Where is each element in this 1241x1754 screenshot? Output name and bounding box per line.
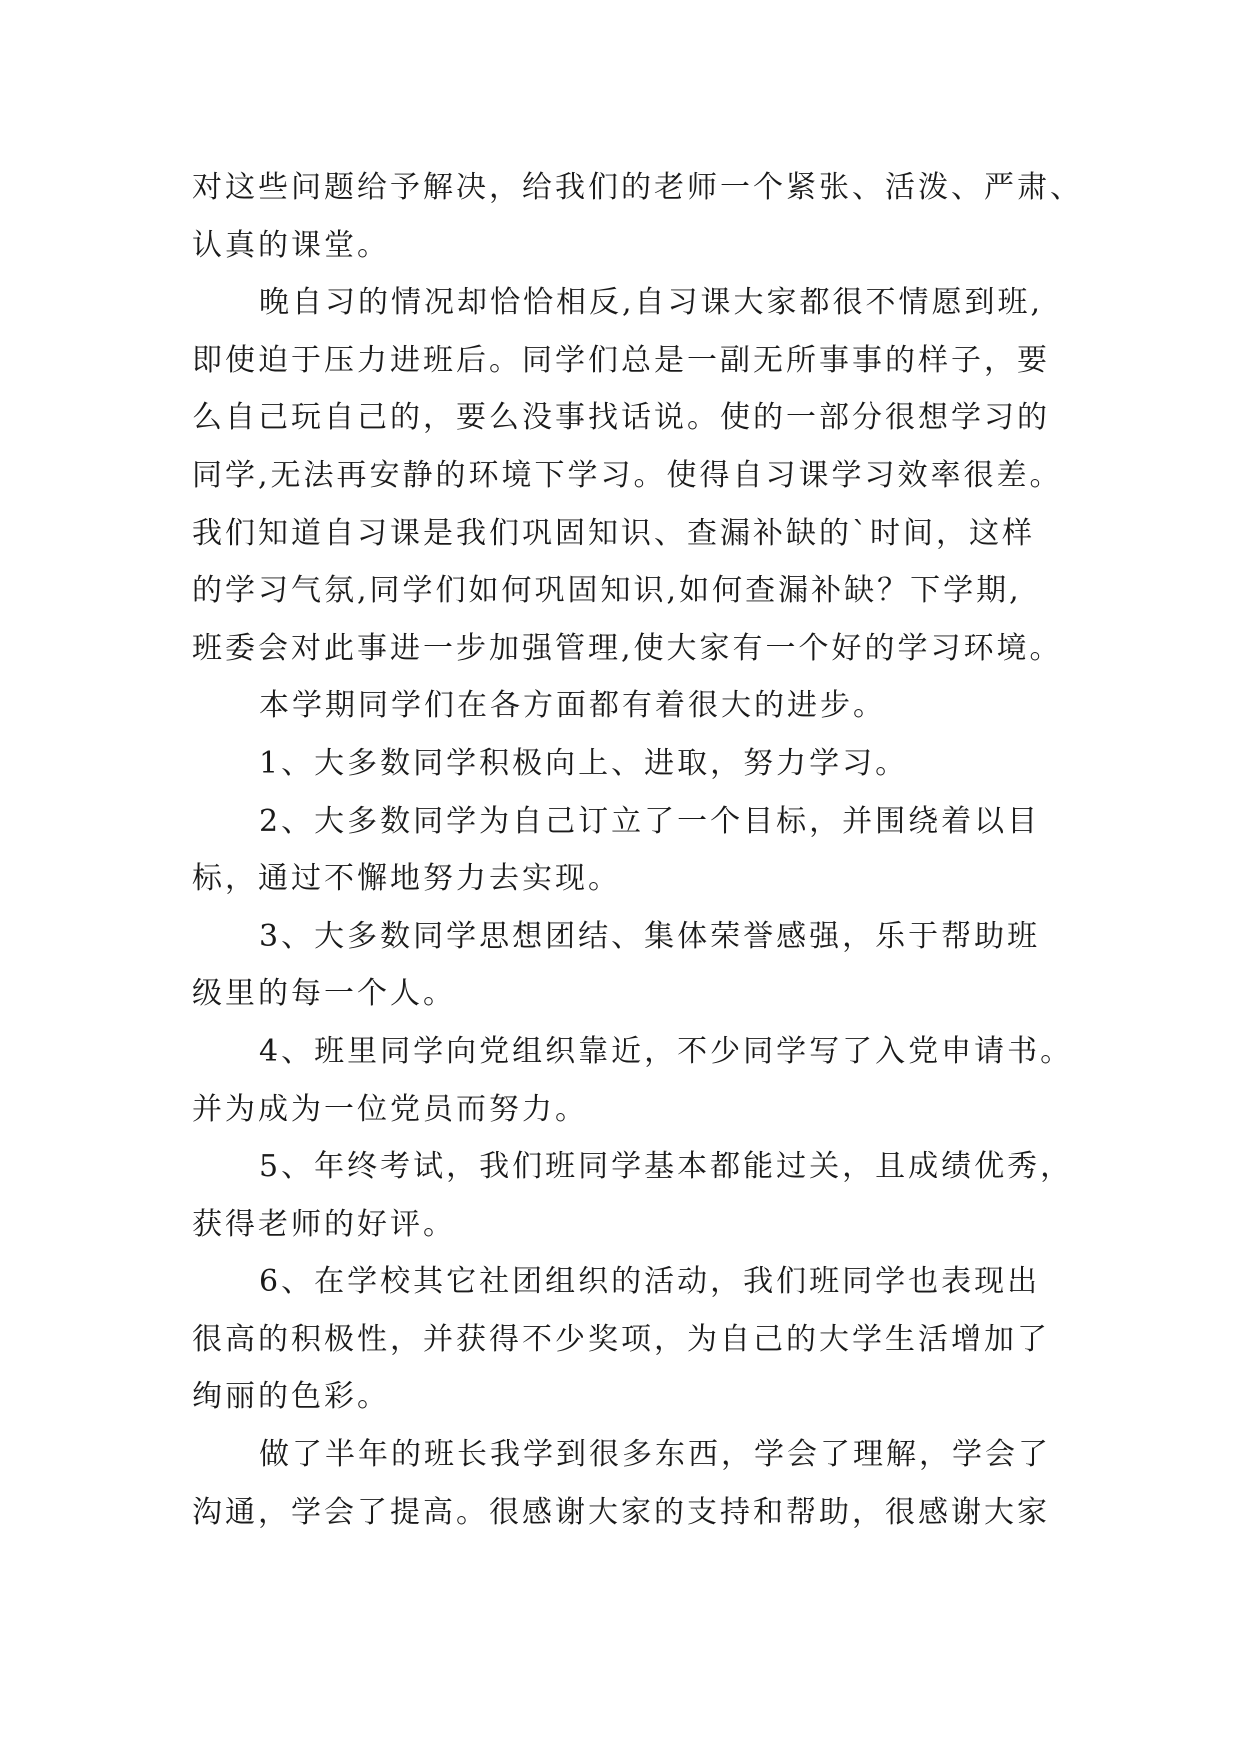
- text-line: 本学期同学们在各方面都有着很大的进步。: [259, 688, 886, 724]
- text-line: 么自己玩自己的，要么没事找话说。使的一部分很想学习的: [192, 400, 1050, 436]
- paragraph: [192, 735, 1092, 793]
- paragraph: [192, 1253, 1092, 1426]
- text-line: 5、年终考试，我们班同学基本都能过关，且成绩优秀，: [259, 1149, 1074, 1185]
- text-line: 获得老师的好评。: [192, 1206, 456, 1242]
- paragraph: [192, 677, 1092, 735]
- text-line: 很高的积极性，并获得不少奖项，为自己的大学生活增加了: [192, 1321, 1050, 1357]
- text-line: 并为成为一位党员而努力。: [192, 1091, 588, 1127]
- text-line: 1、大多数同学积极向上、进取，努力学习。: [259, 745, 909, 781]
- text-line: 标，通过不懈地努力去实现。: [192, 861, 621, 897]
- paragraph: [192, 1138, 1092, 1253]
- document-body: [192, 159, 1092, 1541]
- paragraph: [192, 793, 1092, 908]
- text-line: 的学习气氛,同学们如何巩固知识,如何查漏补缺？下学期,: [192, 573, 1022, 609]
- text-line: 做了半年的班长我学到很多东西，学会了理解，学会了: [259, 1437, 1051, 1473]
- text-line: 3、大多数同学思想团结、集体荣誉感强，乐于帮助班: [259, 918, 1041, 954]
- text-line: 同学,无法再安静的环境下学习。使得自习课学习效率很差。: [192, 457, 1063, 493]
- paragraph: [192, 274, 1092, 677]
- text-line: 4、班里同学向党组织靠近，不少同学写了入党申请书。: [259, 1033, 1074, 1069]
- paragraph: [192, 908, 1092, 1023]
- text-line: 班委会对此事进一步加强管理,使大家有一个好的学习环境。: [192, 630, 1063, 666]
- text-line: 沟通，学会了提高。很感谢大家的支持和帮助，很感谢大家: [192, 1494, 1050, 1530]
- text-line: 即使迫于压力进班后。同学们总是一副无所事事的样子，要: [192, 342, 1050, 378]
- paragraph: [192, 159, 1092, 274]
- text-line: 我们知道自习课是我们巩固知识、查漏补缺的`时间，这样: [192, 515, 1035, 551]
- text-line: 绚丽的色彩。: [192, 1379, 390, 1415]
- text-line: 级里的每一个人。: [192, 976, 456, 1012]
- paragraph: [192, 1023, 1092, 1138]
- text-line: 对这些问题给予解决，给我们的老师一个紧张、活泼、严肃、: [192, 170, 1083, 205]
- paragraph: [192, 1426, 1092, 1541]
- text-line: 2、大多数同学为自己订立了一个目标，并围绕着以目: [259, 803, 1041, 839]
- text-line: 6、在学校其它社团组织的活动，我们班同学也表现出: [259, 1264, 1041, 1300]
- text-line: 认真的课堂。: [192, 227, 390, 263]
- text-line: 晚自习的情况却恰恰相反,自习课大家都很不情愿到班,: [259, 285, 1044, 321]
